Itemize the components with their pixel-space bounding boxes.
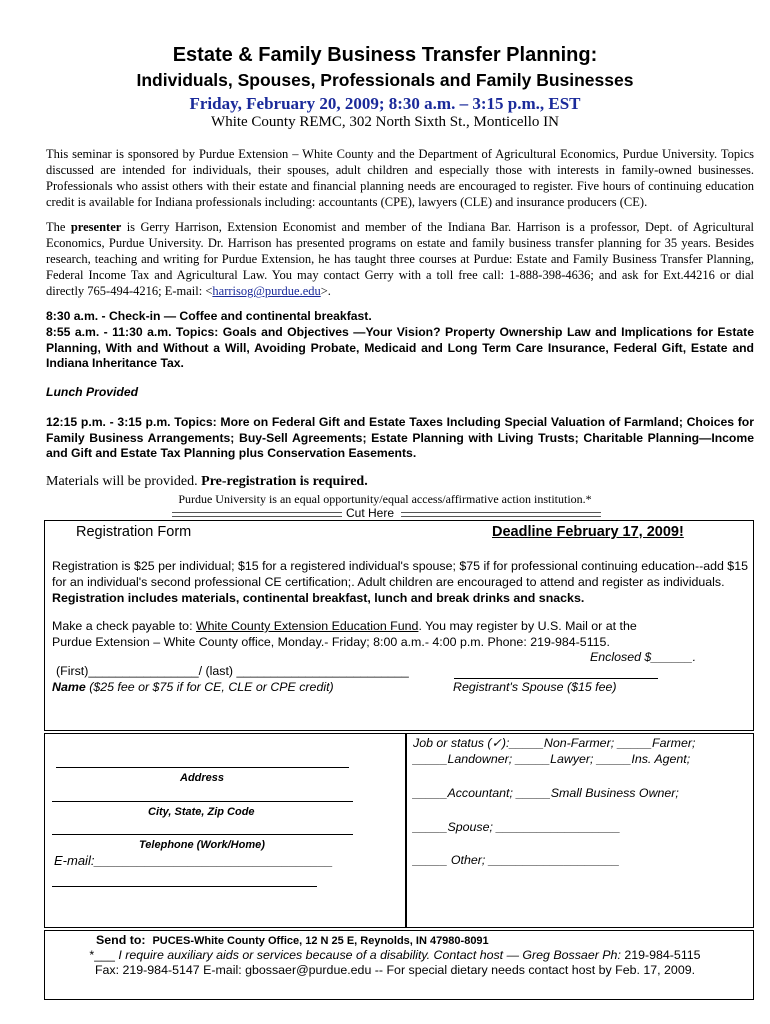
aux-phone: 219-984-5115 [620, 948, 701, 962]
status-line-2[interactable]: _____Landowner; _____Lawyer; _____Ins. Agent; [413, 752, 691, 766]
fax-email-line: Fax: 219-984-5147 E-mail: gbossaer@purdue.edu -- For special dietary needs contact host by Feb. 17, 2009. [94, 963, 696, 977]
status-line-3[interactable]: _____Accountant; _____Small Business Owner; [413, 786, 679, 800]
aux-text: I require auxiliary aids or services because of a disability. Contact host — Greg Bossaer Ph: [118, 948, 621, 962]
name-label-bold: Name [52, 680, 86, 694]
address-box [44, 733, 406, 928]
presenter-prefix: The [46, 220, 71, 234]
office-hours-line: Purdue Extension – White County office, Monday.- Friday; 8:00 a.m.- 4:00 p.m. Phone: 219-984-5115. [52, 635, 610, 649]
send-to-address: PUCES-White County Office, 12 N 25 E, Reynolds, IN 47980-8091 [152, 935, 489, 947]
cut-line-left [172, 512, 342, 517]
agenda-checkin: 8:30 a.m. - Check-in — Coffee and continental breakfast. [46, 309, 372, 323]
page-subtitle: Individuals, Spouses, Professionals and Family Businesses [136, 70, 634, 90]
name-field[interactable]: (First)________________/ (last) _________________________ [56, 664, 409, 678]
presenter-paragraph [46, 219, 754, 299]
fees-text: Registration is $25 per individual; $15 for a registered individual's spouse; $75 if for professional continuing education--add $15 for an individual's second professional CE certification;. Adult children are encouraged to attend and register as individuals. [52, 559, 748, 590]
send-to-label: Send to: [96, 933, 146, 947]
address-label: Address [180, 772, 225, 784]
payable-prefix: Make a check payable to: [52, 619, 196, 633]
materials-line [46, 474, 368, 490]
status-other[interactable]: _____ Other; ___________________ [413, 853, 620, 867]
equal-opportunity-statement: Purdue University is an equal opportunity/equal access/affirmative action institution.* [178, 492, 592, 506]
agenda-morning: 8:55 a.m. - 11:30 a.m. Topics: Goals and Objectives —Your Vision? Property Ownership Law and Implications for Estate Planning, With and Without a Will, Avoiding Probate, Medicaid and Long Term Care Insurance, Federal Gift, Estate and Indiana Inheritance Tax. [46, 325, 754, 371]
spouse-label: Registrant's Spouse ($15 fee) [453, 680, 617, 694]
registration-deadline: Deadline February 17, 2009! [492, 524, 684, 540]
sponsor-paragraph: This seminar is sponsored by Purdue Extension – White County and the Department of Agricultural Economics, Purdue University. Topics discussed are intended for individuals, their spouses, adult children and especially those with interests in family-owned businesses. Professionals who assist others with their estate and financial planning needs are encouraged to register. Five hours of continuing education credit is available for Indiana professionals including: accountants (CPE), lawyers (CLE) and insurance producers (CE). [46, 147, 754, 210]
presenter-text: is Gerry Harrison, Extension Economist and member of the Indiana Bar. Harrison is a professor, Dept. of Agricultural Economics, Purdue University. Dr. Harrison has presented programs on estate and family business transfer planning for 35 years. Besides research, teaching and writing for Purdue Extension, he has taught three courses at Purdue: Estate and Family Business Transfer Planning, Federal Income Tax and Agricultural Law. You may contact Gerry with a toll free call: 1-888-398-4636; and ask for Ext.44216 or dial directly 765-494-4216; E-mail: < [46, 220, 754, 299]
materials-text: Materials will be provided. [46, 474, 202, 489]
address-field[interactable] [56, 767, 349, 768]
presenter-email-link[interactable]: harrisog@purdue.edu [212, 284, 321, 299]
registration-form-title: Registration Form [76, 524, 192, 540]
name-label [52, 680, 334, 694]
send-to-line [96, 933, 489, 947]
preregistration-required: Pre-registration is required. [201, 474, 368, 489]
auxiliary-aids-line [70, 948, 720, 962]
cut-line-right [401, 512, 601, 517]
spouse-name-field[interactable] [454, 678, 658, 679]
agenda-lunch: Lunch Provided [46, 385, 139, 399]
telephone-field[interactable] [52, 834, 353, 835]
event-location: White County REMC, 302 North Sixth St., Monticello IN [211, 114, 559, 130]
email-continuation-field[interactable] [52, 886, 317, 887]
registration-fees [52, 558, 748, 606]
presenter-email-suffix: >. [320, 284, 331, 299]
aux-checkbox[interactable]: *___ [89, 948, 119, 962]
name-fee-note: ($25 fee or $75 if for CE, CLE or CPE credit) [85, 680, 334, 694]
payable-line [52, 619, 637, 633]
enclosed-amount-field[interactable]: Enclosed $______. [590, 650, 697, 664]
fees-includes: Registration includes materials, continental breakfast, lunch and break drinks and snacks. [52, 591, 585, 606]
telephone-label: Telephone (Work/Home) [139, 839, 265, 851]
payable-suffix: . You may register by U.S. Mail or at the [418, 619, 637, 633]
page-title: Estate & Family Business Transfer Planning: [172, 44, 598, 66]
event-date: Friday, February 20, 2009; 8:30 a.m. – 3:15 p.m., EST [189, 94, 581, 113]
presenter-word: presenter [70, 220, 122, 234]
agenda-afternoon: 12:15 p.m. - 3:15 p.m. Topics: More on Federal Gift and Estate Taxes Including Special Valuation of Farmland; Choices for Family Business Arrangements; Buy-Sell Agreements; Estate Planning with Living Trusts; Charitable Planning—Income and Gift and Estate Tax Planning plus Conservation Easements. [46, 415, 754, 461]
payable-to: White County Extension Education Fund [195, 619, 419, 633]
city-state-zip-field[interactable] [52, 801, 353, 802]
status-line-1[interactable]: Job or status (✓):_____Non-Farmer; _____Farmer; [413, 736, 696, 750]
city-state-zip-label: City, State, Zip Code [148, 806, 255, 818]
cut-here-label: Cut Here [346, 506, 395, 520]
email-field[interactable]: E-mail:_________________________________ [54, 853, 334, 868]
status-spouse[interactable]: _____Spouse; __________________ [413, 820, 621, 834]
